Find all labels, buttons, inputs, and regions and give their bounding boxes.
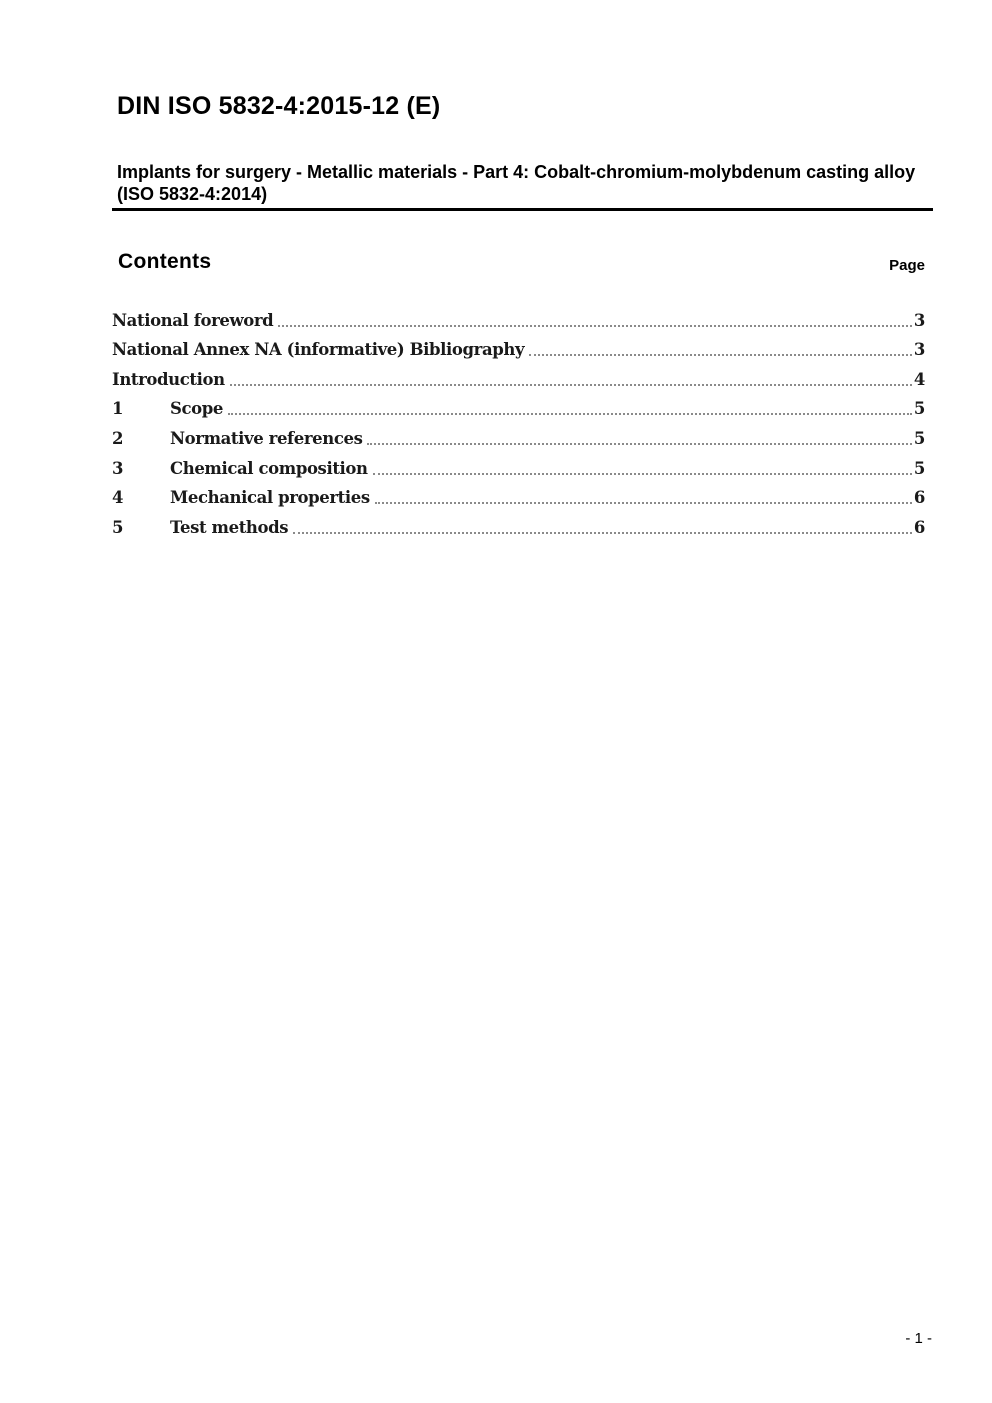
doc-title: Implants for surgery - Metallic materials - Part 4: Cobalt-chromium-molybdenum casting alloy (ISO 5832-4:2014): [117, 162, 916, 204]
toc-entry-title: Scope: [170, 399, 224, 419]
toc-entry-page: 6: [913, 488, 925, 508]
toc-entry-page: 4: [913, 369, 925, 389]
title-underline: [112, 208, 933, 211]
toc-entry: [112, 360, 925, 390]
toc-entry-number: 3: [112, 458, 124, 478]
toc-entry-title: National Annex NA (informative) Bibliography: [112, 340, 525, 360]
toc-entry-number: 4: [112, 488, 124, 508]
toc-entry-number: 1: [112, 399, 124, 419]
toc-entry-page: 3: [913, 340, 925, 360]
toc-entry: [112, 479, 925, 509]
toc-entry-page: 5: [913, 428, 925, 448]
footer-page-number: - 1 -: [905, 1330, 932, 1347]
toc-entry: [112, 449, 925, 479]
toc-entry-title: Mechanical properties: [170, 488, 370, 508]
page-column-label: Page: [889, 257, 925, 274]
toc-entry-page: 5: [913, 458, 925, 478]
toc-entry: [112, 331, 925, 361]
toc-entry: [112, 301, 925, 331]
contents-header: [118, 250, 925, 274]
toc-entry: [112, 508, 925, 538]
dot-leader: [367, 443, 911, 445]
toc-entry-title: Test methods: [170, 517, 289, 537]
dot-leader: [373, 473, 912, 475]
toc-entry: [112, 419, 925, 449]
doc-number: DIN ISO 5832-4:2015-12 (E): [117, 92, 441, 120]
toc-entry-title: Introduction: [112, 369, 225, 389]
toc-entry: [112, 390, 925, 420]
toc-entry-number: 5: [112, 517, 124, 537]
dot-leader: [529, 354, 912, 356]
dot-leader: [375, 502, 912, 504]
toc-entry-title: National foreword: [112, 310, 274, 330]
toc-entry-page: 3: [913, 310, 925, 330]
toc-entry-page: 5: [913, 399, 925, 419]
dot-leader: [228, 413, 912, 415]
dot-leader: [293, 532, 912, 534]
toc-entry-title: Chemical composition: [170, 458, 368, 478]
toc-entry-page: 6: [913, 517, 925, 537]
table-of-contents: [112, 301, 925, 538]
dot-leader: [230, 384, 912, 386]
toc-entry-title: Normative references: [170, 428, 363, 448]
contents-heading: Contents: [118, 250, 212, 273]
dot-leader: [278, 325, 912, 327]
toc-entry-number: 2: [112, 428, 124, 448]
